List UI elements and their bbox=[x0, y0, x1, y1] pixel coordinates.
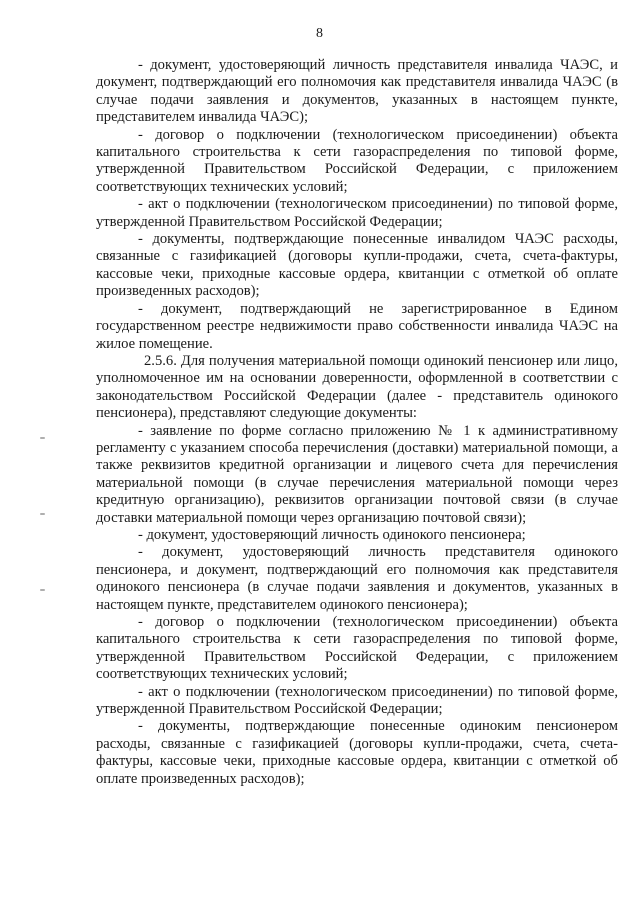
scan-artifact-mark bbox=[40, 437, 45, 439]
paragraph: - документ, подтверждающий не зарегистрированное в Едином государственном реестре недвижимости право собственности инвалида ЧАЭС на жилое помещение. bbox=[96, 300, 618, 352]
scan-artifact-mark bbox=[40, 589, 45, 591]
page-number: 8 bbox=[316, 26, 323, 41]
paragraph: - документы, подтверждающие понесенные одиноким пенсионером расходы, связанные с газификацией (договоры купли-продажи, счета, счета-фактуры, кассовые чеки, приходные кассовые ордера, квитанции с отметкой об оплате произведенных расходов); bbox=[96, 718, 618, 787]
paragraph-section-heading: 2.5.6. Для получения материальной помощи одинокий пенсионер или лицо, уполномоченное им на основании доверенности, оформленной в соответствии с законодательством Российской Федерации (далее - представитель одинокого пенсионера), представляют следующие документы: bbox=[96, 352, 618, 422]
paragraph: - документ, удостоверяющий личность представителя инвалида ЧАЭС, и документ, подтверждающий его полномочия как представителя инвалида ЧАЭС (в случае подачи заявления и документов, указанных в настоящем пункте, представителем инвалида ЧАЭС); bbox=[96, 57, 618, 126]
paragraph: - акт о подключении (технологическом присоединении) по типовой форме, утвержденной Правительством Российской Федерации; bbox=[96, 196, 618, 230]
paragraph: - договор о подключении (технологическом присоединении) объекта капитального строительства к сети газораспределения по типовой форме, утвержденной Правительством Российской Федерации, с приложением соответствующих технических условий; bbox=[96, 126, 618, 195]
paragraph: - заявление по форме согласно приложению № 1 к административному регламенту с указанием способа перечисления (доставки) материальной помощи, а также реквизитов кредитной организации и лицевого счета для перечисления материальной помощи (в случае перечисления материальной помощи через кредитную организацию), реквизитов организации почтовой связи (в случае доставки материальной помощи через организацию почтовой связи); bbox=[96, 422, 618, 526]
paragraph: - документ, удостоверяющий личность одинокого пенсионера; bbox=[138, 526, 526, 543]
paragraph: - документы, подтверждающие понесенные инвалидом ЧАЭС расходы, связанные с газификацией (договоры купли-продажи, счета, счета-фактуры, кассовые чеки, приходные кассовые ордера, квитанции с отметкой об оплате произведенных расходов); bbox=[96, 231, 618, 300]
paragraph: - договор о подключении (технологическом присоединении) объекта капитального строительства к сети газораспределения по типовой форме, утвержденной Правительством Российской Федерации, с приложением соответствующих технических условий; bbox=[96, 614, 618, 683]
paragraph: - документ, удостоверяющий личность представителя одинокого пенсионера, и документ, подтверждающий его полномочия как представителя одинокого пенсионера (в случае подачи заявления и документов, указанных в настоящем пункте, представителем одинокого пенсионера); bbox=[96, 544, 618, 613]
paragraph: - акт о подключении (технологическом присоединении) по типовой форме, утвержденной Правительством Российской Федерации; bbox=[96, 683, 618, 718]
scan-artifact-mark bbox=[40, 513, 45, 515]
document-body bbox=[96, 57, 618, 788]
